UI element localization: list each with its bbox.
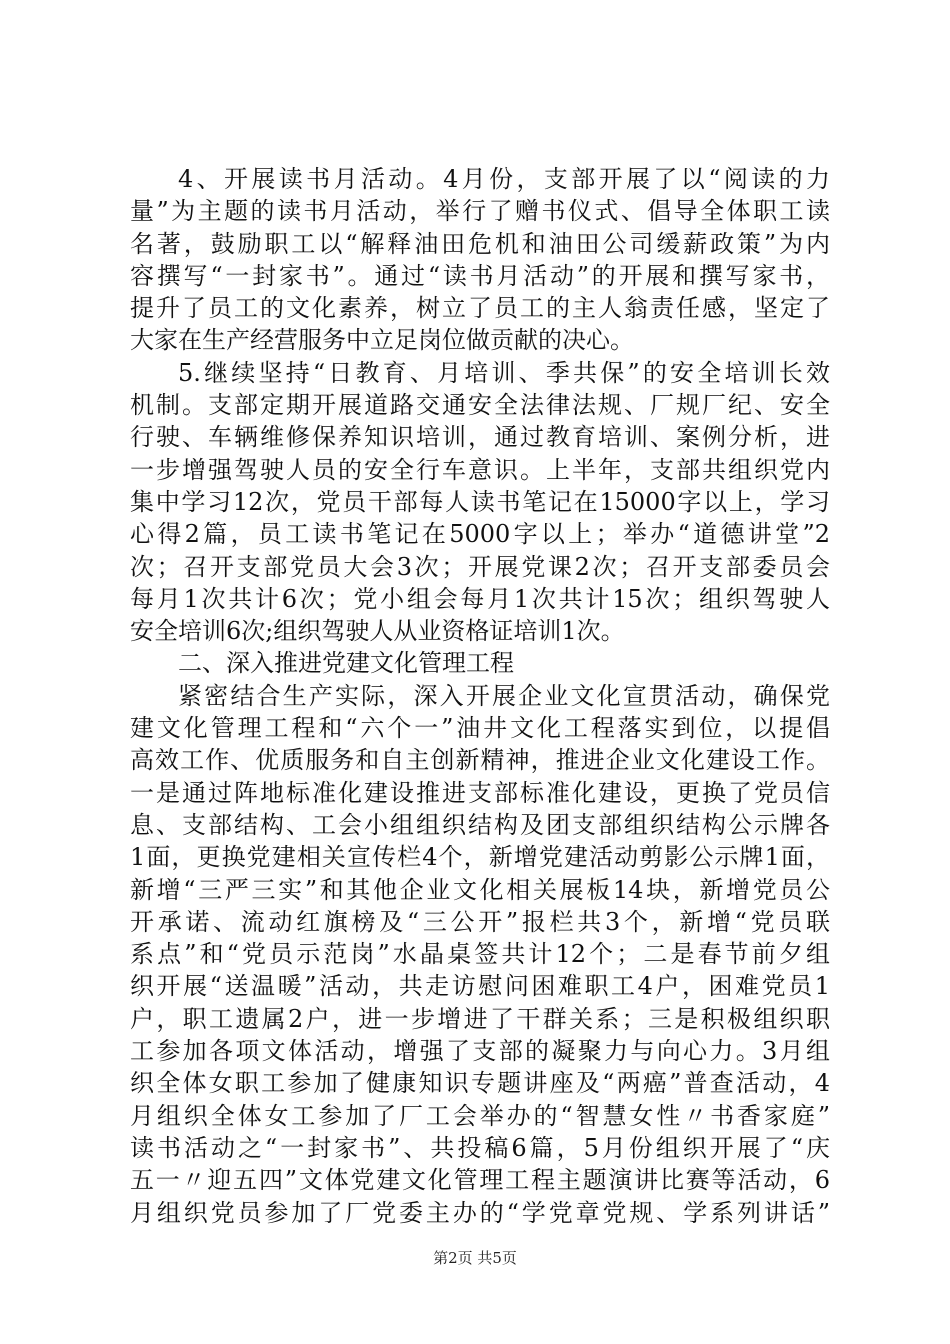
text-line: 机制。支部定期开展道路交通安全法律法规、厂规厂纪、安全 (130, 391, 830, 420)
text-line: 紧密结合生产实际，深入开展企业文化宣贯活动，确保党 (178, 681, 830, 710)
text-line: 读书活动之“一封家书”、共投稿6篇，5月份组织开展了“庆 (130, 1133, 830, 1162)
text-line: 集中学习12次，党员干部每人读书笔记在15000字以上，学习 (130, 487, 830, 516)
section-heading: 二、深入推进党建文化管理工程 (178, 649, 514, 678)
text-line: 织开展“送温暖”活动，共走访慰问困难职工4户，困难党员1 (130, 972, 830, 1001)
text-line: 织全体女职工参加了健康知识专题讲座及“两癌”普查活动，4 (130, 1069, 830, 1098)
text-line: 户，职工遗属2户，进一步增进了干群关系；三是积极组织职 (130, 1004, 830, 1033)
text-line: 新增“三严三实”和其他企业文化相关展板14块，新增党员公 (130, 875, 830, 904)
text-line: 提升了员工的文化素养，树立了员工的主人翁责任感，坚定了 (130, 294, 830, 323)
text-line: 量”为主题的读书月活动，举行了赠书仪式、倡导全体职工读 (130, 197, 830, 226)
text-line: 系点”和“党员示范岗”水晶桌签共计12个；二是春节前夕组 (130, 940, 830, 969)
text-line: 建文化管理工程和“六个一”油井文化工程落实到位，以提倡 (130, 714, 830, 743)
text-line: 一是通过阵地标准化建设推进支部标准化建设，更换了党员信 (130, 778, 830, 807)
text-line: 1面，更换党建相关宣传栏4个，新增党建活动剪影公示牌1面， (130, 843, 830, 872)
document-body (130, 163, 830, 1229)
text-line: 安全培训6次;组织驾驶人从业资格证培训1次。 (130, 617, 625, 646)
text-line: 月组织全体女工参加了厂工会举办的“智慧女性〃书香家庭” (130, 1101, 830, 1130)
text-line: 工参加各项文体活动，增强了支部的凝聚力与向心力。3月组 (130, 1037, 830, 1066)
text-line: 一步增强驾驶人员的安全行车意识。上半年，支部共组织党内 (130, 455, 830, 484)
text-line: 高效工作、优质服务和自主创新精神，推进企业文化建设工作。 (130, 746, 830, 775)
text-line: 4、开展读书月活动。4月份，支部开展了以“阅读的力 (178, 165, 830, 193)
text-line: 容撰写“一封家书”。通过“读书月活动”的开展和撰写家书， (130, 261, 830, 290)
text-line: 行驶、车辆维修保养知识培训，通过教育培训、案例分析，进 (130, 423, 830, 452)
text-line: 月组织党员参加了厂党委主办的“学党章党规、学系列讲话” (130, 1198, 830, 1227)
page-footer: 第2页 共5页 (433, 1249, 517, 1267)
text-line: 息、支部结构、工会小组组织结构及团支部组织结构公示牌各 (130, 810, 830, 839)
text-line: 每月1次共计6次；党小组会每月1次共计15次；组织驾驶人 (130, 584, 830, 613)
text-line: 次；召开支部党员大会3次；开展党课2次；召开支部委员会 (130, 552, 830, 581)
text-line: 大家在生产经营服务中立足岗位做贡献的决心。 (130, 326, 634, 355)
text-line: 5.继续坚持“日教育、月培训、季共保”的安全培训长效 (178, 358, 830, 387)
text-line: 开承诺、流动红旗榜及“三公开”报栏共3个，新增“党员联 (130, 907, 830, 936)
text-line: 五一〃迎五四”文体党建文化管理工程主题演讲比赛等活动，6 (130, 1166, 830, 1195)
text-line: 心得2篇，员工读书笔记在5000字以上；举办“道德讲堂”2 (130, 520, 830, 549)
text-line: 名著，鼓励职工以“解释油田危机和油田公司缓薪政策”为内 (130, 229, 830, 258)
